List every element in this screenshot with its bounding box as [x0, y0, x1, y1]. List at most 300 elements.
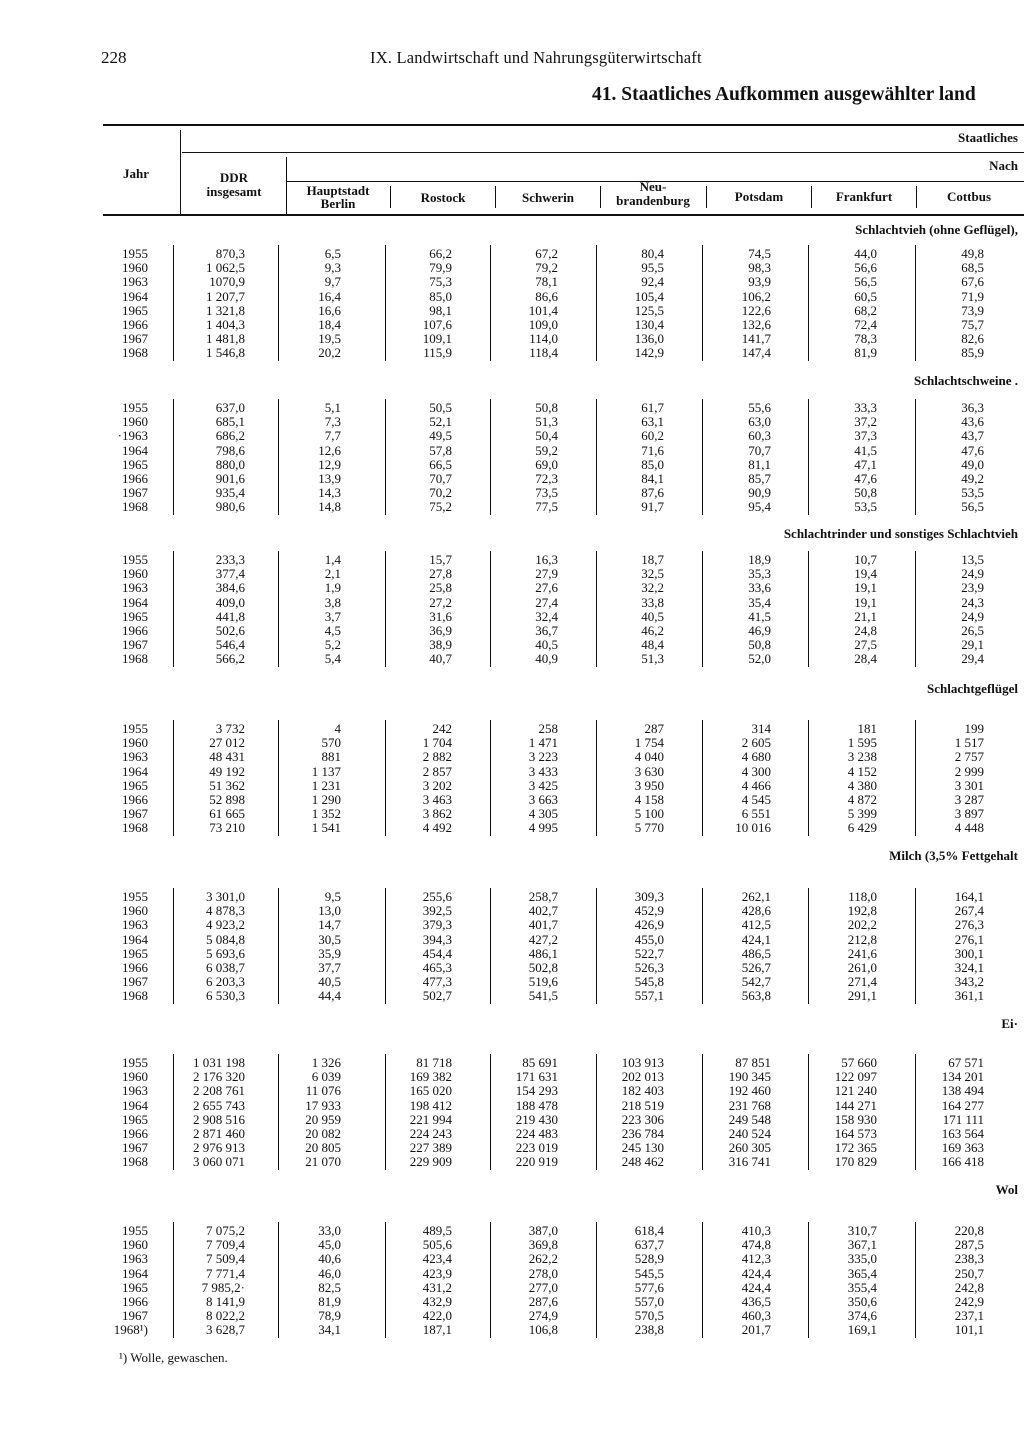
data-cell: 474,8: [741, 1237, 771, 1253]
data-cell: 164 277: [941, 1097, 984, 1113]
data-cell: 13,5: [961, 552, 984, 567]
row-year: 1963: [122, 749, 148, 765]
data-cell: 402,7: [528, 903, 558, 919]
data-cell: 3,8: [324, 594, 341, 610]
data-cell: 44,4: [318, 988, 341, 1004]
data-cell: 262,1: [741, 889, 771, 904]
data-cell: 4 492: [422, 820, 452, 836]
data-cell: 618,4: [634, 1223, 664, 1238]
data-cell: 1 481,8: [206, 331, 245, 347]
section-label: Milch (3,5% Fettgehalt: [889, 848, 1018, 863]
data-cell: 75,7: [961, 317, 984, 332]
data-cell: 7,7: [324, 428, 341, 444]
data-cell: 70,7: [429, 471, 452, 486]
data-cell: 316 741: [728, 1154, 771, 1170]
row-year: 1965: [122, 608, 148, 624]
data-cell: 1 031 198: [193, 1055, 245, 1070]
data-cell: 1 704: [422, 735, 452, 751]
header-divider: [390, 186, 391, 208]
row-year: 1964: [122, 594, 148, 610]
data-cell: 224 483: [515, 1126, 558, 1141]
data-cell: 20 082: [305, 1126, 341, 1141]
data-cell: 49,8: [961, 246, 984, 261]
data-cell: 242,8: [954, 1279, 984, 1295]
data-cell: 27,9: [535, 566, 558, 582]
data-cell: 61 665: [209, 806, 245, 822]
data-cell: 409,0: [215, 594, 245, 610]
row-year: 1955: [122, 889, 148, 904]
data-cell: 53,5: [854, 499, 877, 515]
data-cell: 33,0: [318, 1223, 341, 1238]
data-cell: 2 857: [422, 763, 452, 779]
data-cell: 980,6: [215, 499, 245, 515]
data-cell: 502,7: [422, 988, 452, 1004]
data-cell: 90,9: [748, 485, 771, 501]
data-cell: 287: [644, 721, 664, 736]
data-cell: 136,0: [634, 331, 664, 347]
data-cell: 52,0: [748, 651, 771, 667]
data-cell: 460,3: [741, 1308, 771, 1324]
data-cell: 16,3: [535, 552, 558, 567]
row-year: 1966: [122, 471, 148, 486]
data-cell: 377,4: [215, 566, 245, 582]
data-cell: 2 176 320: [193, 1069, 245, 1085]
data-cell: 44,0: [854, 246, 877, 261]
data-cell: 18,4: [318, 317, 341, 332]
data-cell: 1,9: [324, 580, 341, 596]
data-cell: 1 231: [311, 777, 341, 793]
data-cell: 432,9: [422, 1294, 452, 1309]
data-cell: 4 380: [847, 777, 877, 793]
data-cell: 231 768: [728, 1097, 771, 1113]
data-cell: 35,9: [318, 945, 341, 961]
data-cell: 9,7: [324, 274, 341, 290]
data-cell: 23,9: [961, 580, 984, 596]
data-cell: 80,4: [641, 246, 664, 261]
header-divider: [706, 186, 707, 208]
data-cell: 6 530,3: [206, 988, 245, 1004]
data-cell: 187,1: [422, 1322, 452, 1338]
row-year: 1965: [122, 777, 148, 793]
data-cell: 1 062,5: [206, 260, 245, 276]
data-cell: 7 709,4: [206, 1237, 245, 1253]
data-cell: 3 663: [528, 792, 558, 807]
data-cell: 50,8: [748, 637, 771, 653]
data-cell: 95,5: [641, 260, 664, 276]
data-cell: 287,5: [954, 1237, 984, 1253]
data-cell: 486,5: [741, 945, 771, 961]
data-cell: 566,2: [215, 651, 245, 667]
header-divider: [495, 186, 496, 208]
data-cell: 3 238: [847, 749, 877, 765]
data-cell: 7 509,4: [206, 1251, 245, 1267]
row-year: 1960: [122, 903, 148, 919]
data-cell: 27,5: [854, 637, 877, 653]
data-cell: 367,1: [847, 1237, 877, 1253]
data-cell: 34,1: [318, 1322, 341, 1338]
data-cell: 361,1: [954, 988, 984, 1004]
data-cell: 7,3: [324, 414, 341, 430]
data-cell: 68,2: [854, 302, 877, 318]
data-cell: 171 631: [515, 1069, 558, 1085]
section-label: Schlachtgeflügel: [927, 681, 1018, 696]
data-cell: 570: [321, 735, 341, 751]
data-cell: 392,5: [422, 903, 452, 919]
data-cell: 48,4: [641, 637, 664, 653]
section-label: Schlachtrinder und sonstiges Schlachtvieh: [783, 526, 1018, 541]
data-cell: 20 805: [305, 1140, 341, 1156]
data-cell: 401,7: [528, 917, 558, 933]
data-cell: 546,4: [215, 637, 245, 653]
data-cell: 3 732: [215, 721, 245, 736]
data-cell: 60,2: [641, 428, 664, 444]
data-cell: 369,8: [528, 1237, 558, 1253]
header-district-cottbus: Cottbus: [946, 189, 992, 204]
data-cell: 242,9: [954, 1294, 984, 1309]
data-cell: 33,3: [854, 400, 877, 415]
data-cell: 50,5: [429, 400, 452, 415]
data-cell: 502,6: [215, 623, 245, 638]
data-cell: 49,0: [961, 456, 984, 472]
header-divider: [600, 186, 601, 208]
data-cell: 428,6: [741, 903, 771, 919]
data-cell: 73,5: [535, 485, 558, 501]
data-cell: 85,9: [961, 345, 984, 361]
data-cell: 47,6: [854, 471, 877, 486]
data-cell: 141,7: [741, 331, 771, 347]
data-cell: 144 271: [834, 1097, 877, 1113]
row-year: 1966: [122, 317, 148, 332]
data-cell: 78,1: [535, 274, 558, 290]
row-year: 1960: [122, 1237, 148, 1253]
data-cell: 36,3: [961, 400, 984, 415]
data-cell: 101,4: [528, 302, 558, 318]
data-cell: 489,5: [422, 1223, 452, 1238]
row-year: 1963: [122, 580, 148, 596]
data-cell: 67 571: [948, 1055, 984, 1070]
data-cell: 125,5: [634, 302, 664, 318]
data-cell: 12,6: [318, 442, 341, 458]
data-cell: 436,5: [741, 1294, 771, 1309]
row-year: 1967: [122, 806, 148, 822]
data-cell: 685,1: [215, 414, 245, 430]
data-cell: 258,7: [528, 889, 558, 904]
row-year: 1968: [122, 820, 148, 836]
data-cell: 73 210: [209, 820, 245, 836]
data-cell: 61,7: [641, 400, 664, 415]
data-cell: 73,9: [961, 302, 984, 318]
table-title: 41. Staatliches Aufkommen ausgewählter land: [592, 84, 976, 105]
data-cell: 255,6: [422, 889, 452, 904]
row-year: 1966: [122, 1294, 148, 1309]
data-cell: 5 693,6: [206, 945, 245, 961]
data-cell: 49,2: [961, 471, 984, 486]
data-cell: 424,1: [741, 931, 771, 947]
data-cell: 236 784: [621, 1126, 664, 1141]
row-year: 1965: [122, 1111, 148, 1127]
data-cell: 70,2: [429, 485, 452, 501]
data-cell: 57,8: [429, 442, 452, 458]
data-cell: 50,8: [854, 485, 877, 501]
data-cell: 545,5: [634, 1265, 664, 1281]
row-year: 1967: [122, 485, 148, 501]
data-cell: 424,4: [741, 1279, 771, 1295]
data-cell: 67,6: [961, 274, 984, 290]
section-label: Ei·: [1001, 1016, 1018, 1031]
data-cell: 505,6: [422, 1237, 452, 1253]
data-cell: 57 660: [841, 1055, 877, 1070]
data-cell: 374,6: [847, 1308, 877, 1324]
data-cell: 56,5: [961, 499, 984, 515]
data-cell: 170 829: [834, 1154, 877, 1170]
data-cell: 224 243: [409, 1126, 452, 1141]
data-cell: 221 994: [409, 1111, 452, 1127]
data-cell: 412,5: [741, 917, 771, 933]
data-cell: 5 770: [634, 820, 664, 836]
row-year: 1968: [122, 1154, 148, 1170]
row-year: 1964: [122, 931, 148, 947]
header-ddr-line2: insgesamt: [206, 184, 262, 199]
data-cell: 4 995: [528, 820, 558, 836]
data-cell: 32,5: [641, 566, 664, 582]
data-cell: 242: [432, 721, 452, 736]
data-cell: 27,4: [535, 594, 558, 610]
data-cell: 3,7: [324, 608, 341, 624]
data-cell: 130,4: [634, 317, 664, 332]
data-cell: 142,9: [634, 345, 664, 361]
data-cell: 4 448: [954, 820, 984, 836]
data-cell: 2,1: [324, 566, 341, 582]
data-cell: 1 404,3: [206, 317, 245, 332]
data-cell: 47,6: [961, 442, 984, 458]
data-cell: 2 871 460: [193, 1126, 245, 1141]
data-cell: 870,3: [215, 246, 245, 261]
data-cell: 52 898: [209, 792, 245, 807]
data-cell: 4 545: [741, 792, 771, 807]
row-year: 1960: [122, 735, 148, 751]
data-cell: 16,4: [318, 288, 341, 304]
data-cell: 24,3: [961, 594, 984, 610]
data-cell: 4 300: [741, 763, 771, 779]
data-cell: 60,5: [854, 288, 877, 304]
row-year: 1968¹): [113, 1322, 148, 1338]
data-cell: 36,7: [535, 623, 558, 638]
data-cell: 51,3: [535, 414, 558, 430]
data-cell: 69,0: [535, 456, 558, 472]
data-cell: 19,4: [854, 566, 877, 582]
data-cell: 454,4: [422, 945, 452, 961]
data-cell: 3 463: [422, 792, 452, 807]
header-divider: [180, 130, 181, 214]
data-cell: 75,3: [429, 274, 452, 290]
data-cell: 6 038,7: [206, 960, 245, 975]
data-cell: 13,9: [318, 471, 341, 486]
data-cell: 276,1: [954, 931, 984, 947]
data-cell: 277,0: [528, 1279, 558, 1295]
data-cell: 86,6: [535, 288, 558, 304]
data-cell: 198 412: [409, 1097, 452, 1113]
header-district-frankfurt: Frankfurt: [835, 189, 893, 204]
data-cell: 53,5: [961, 485, 984, 501]
row-year: 1967: [122, 637, 148, 653]
row-year: 1963: [122, 1251, 148, 1267]
row-year: 1966: [122, 960, 148, 975]
data-cell: 85,0: [641, 456, 664, 472]
data-cell: 238,3: [954, 1251, 984, 1267]
data-cell: 45,0: [318, 1237, 341, 1253]
data-cell: 5 084,8: [206, 931, 245, 947]
data-cell: 541,5: [528, 988, 558, 1004]
data-cell: 241,6: [847, 945, 877, 961]
data-cell: 48 431: [209, 749, 245, 765]
data-cell: 32,2: [641, 580, 664, 596]
row-year: 1963: [122, 917, 148, 933]
data-cell: 82,6: [961, 331, 984, 347]
header-top-rule: [103, 124, 1024, 126]
data-cell: 46,0: [318, 1265, 341, 1281]
data-cell: 171 111: [942, 1111, 984, 1127]
data-cell: 164,1: [954, 889, 984, 904]
data-cell: 122,6: [741, 302, 771, 318]
data-cell: 12,9: [318, 456, 341, 472]
data-cell: 43,7: [961, 428, 984, 444]
data-cell: 47,1: [854, 456, 877, 472]
data-cell: 181: [857, 721, 877, 736]
data-cell: 3 425: [528, 777, 558, 793]
header-district-rostock: Rostock: [420, 190, 466, 205]
data-cell: 218 519: [621, 1097, 664, 1113]
row-year: 1964: [122, 1265, 148, 1281]
header-group-line2: Nach: [989, 158, 1018, 173]
data-cell: 70,7: [748, 442, 771, 458]
data-cell: 1 546,8: [206, 345, 245, 361]
data-cell: 7 075,2: [206, 1223, 245, 1238]
header-group-line1: Staatliches: [958, 130, 1018, 145]
row-year: 1965: [122, 302, 148, 318]
data-cell: 343,2: [954, 974, 984, 990]
data-cell: 182 403: [621, 1083, 664, 1099]
row-year: 1967: [122, 974, 148, 990]
data-cell: 249 548: [728, 1111, 771, 1127]
data-cell: 169 363: [941, 1140, 984, 1156]
data-cell: 138 494: [941, 1083, 984, 1099]
data-cell: 276,3: [954, 917, 984, 933]
data-cell: 63,0: [748, 414, 771, 430]
data-cell: 122 097: [834, 1069, 877, 1085]
data-cell: 78,9: [318, 1308, 341, 1324]
data-cell: 164 573: [834, 1126, 877, 1141]
data-cell: 60,3: [748, 428, 771, 444]
data-cell: 387,0: [528, 1223, 558, 1238]
data-cell: 85 691: [522, 1055, 558, 1070]
data-cell: 258: [538, 721, 558, 736]
data-cell: 1 137: [311, 763, 341, 779]
data-cell: 41,5: [854, 442, 877, 458]
data-cell: 881: [321, 749, 341, 765]
row-year: 1960: [122, 1069, 148, 1085]
data-cell: 35,4: [748, 594, 771, 610]
row-year: 1964: [122, 763, 148, 779]
data-cell: 105,4: [634, 288, 664, 304]
data-cell: 261,0: [847, 960, 877, 975]
data-cell: 115,9: [423, 345, 452, 361]
data-cell: 5 399: [847, 806, 877, 822]
data-cell: 98,1: [429, 302, 452, 318]
row-year: 1964: [122, 288, 148, 304]
data-cell: 166 418: [941, 1154, 984, 1170]
data-cell: 4 152: [847, 763, 877, 779]
data-cell: 5,4: [324, 651, 341, 667]
row-year: 1963: [122, 1083, 148, 1099]
data-cell: 465,3: [422, 960, 452, 975]
data-cell: 37,7: [318, 960, 341, 975]
header-district-potsdam: Potsdam: [734, 189, 784, 204]
data-cell: 14,8: [318, 499, 341, 515]
data-cell: 271,4: [847, 974, 877, 990]
data-cell: 85,7: [748, 471, 771, 486]
row-year: 1955: [122, 246, 148, 261]
data-cell: 2 655 743: [193, 1097, 245, 1113]
data-cell: 798,6: [215, 442, 245, 458]
data-cell: 1 321,8: [206, 302, 245, 318]
data-cell: 109,0: [528, 317, 558, 332]
row-year: 1965: [122, 456, 148, 472]
data-cell: 106,8: [528, 1322, 558, 1338]
header-district-schwerin: Schwerin: [522, 190, 574, 205]
data-cell: 158 930: [834, 1111, 877, 1127]
data-cell: 49 192: [209, 763, 245, 779]
data-cell: 20,2: [318, 345, 341, 361]
header-divider: [811, 186, 812, 208]
data-cell: 267,4: [954, 903, 984, 919]
row-year: 1960: [122, 414, 148, 430]
data-cell: 29,4: [961, 651, 984, 667]
data-cell: 379,3: [422, 917, 452, 933]
data-cell: 4 305: [528, 806, 558, 822]
data-cell: 212,8: [847, 931, 877, 947]
header-ddr-line1: DDR: [219, 170, 249, 185]
data-cell: 3 433: [528, 763, 558, 779]
data-cell: 79,9: [429, 260, 452, 276]
header-divider: [286, 157, 287, 214]
data-cell: 526,3: [634, 960, 664, 975]
data-cell: 14,3: [318, 485, 341, 501]
data-cell: 55,6: [748, 400, 771, 415]
data-cell: 2 605: [741, 735, 771, 751]
data-cell: 455,0: [634, 931, 664, 947]
data-cell: 199: [964, 721, 984, 736]
data-cell: 95,4: [748, 499, 771, 515]
data-cell: 686,2: [215, 428, 245, 444]
row-year: 1968: [122, 988, 148, 1004]
data-cell: 66,5: [429, 456, 452, 472]
data-cell: 248 462: [621, 1154, 664, 1170]
data-cell: 19,5: [318, 331, 341, 347]
data-cell: 20 959: [305, 1111, 341, 1127]
row-year: ·1963: [117, 428, 148, 444]
data-cell: 384,6: [215, 580, 245, 596]
data-cell: 4 923,2: [206, 917, 245, 933]
data-cell: 4 040: [634, 749, 664, 765]
data-cell: 24,9: [961, 566, 984, 582]
data-cell: 40,6: [318, 1251, 341, 1267]
data-cell: 6 429: [847, 820, 877, 836]
data-cell: 33,6: [748, 580, 771, 596]
data-cell: 287,6: [528, 1294, 558, 1309]
data-cell: 165 020: [409, 1083, 452, 1099]
data-cell: 9,5: [324, 889, 341, 904]
data-cell: 4 878,3: [206, 903, 245, 919]
